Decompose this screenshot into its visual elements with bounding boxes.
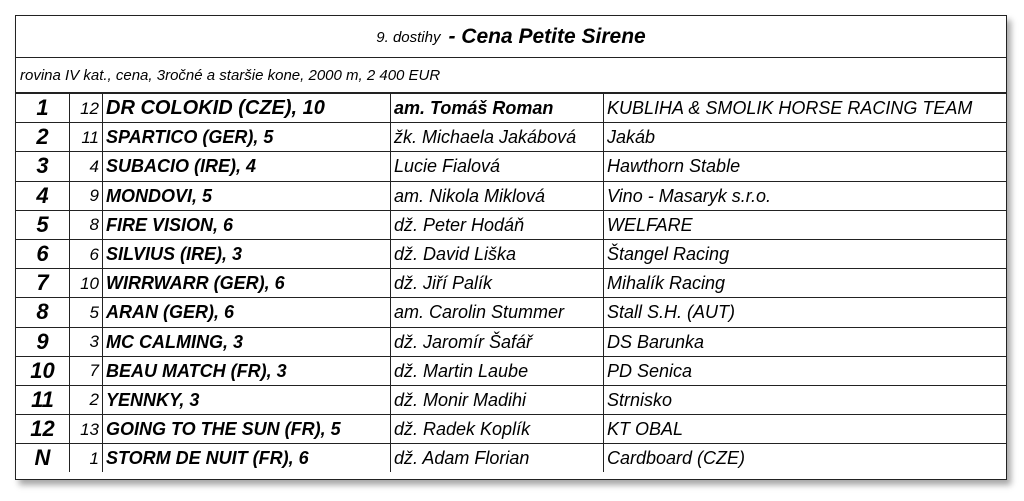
horse-name: YENNKY, 3 — [103, 385, 391, 414]
jockey-name: Lucie Fialová — [391, 152, 604, 181]
jockey-name: am. Nikola Miklová — [391, 181, 604, 210]
owner-name: Štangel Racing — [604, 239, 1007, 268]
owner-name: PD Senica — [604, 356, 1007, 385]
owner-name: Jakáb — [604, 123, 1007, 152]
table-row — [16, 152, 1006, 181]
horse-name: MONDOVI, 5 — [103, 181, 391, 210]
finish-place: 5 — [16, 210, 70, 239]
start-number: 10 — [70, 269, 103, 298]
start-number: 7 — [70, 356, 103, 385]
horse-name: MC CALMING, 3 — [103, 327, 391, 356]
horse-name: STORM DE NUIT (FR), 6 — [103, 444, 391, 473]
jockey-name: dž. David Liška — [391, 239, 604, 268]
finish-place: 7 — [16, 269, 70, 298]
table-row — [16, 444, 1006, 473]
horse-name: DR COLOKID (CZE), 10 — [103, 94, 391, 123]
owner-name: KT OBAL — [604, 415, 1007, 444]
horse-name: FIRE VISION, 6 — [103, 210, 391, 239]
finish-place: 9 — [16, 327, 70, 356]
table-row — [16, 181, 1006, 210]
owner-name: Strnisko — [604, 385, 1007, 414]
jockey-name: dž. Monir Madihi — [391, 385, 604, 414]
jockey-name: am. Carolin Stummer — [391, 298, 604, 327]
race-name: - Cena Petite Sirene — [448, 24, 646, 48]
table-row — [16, 327, 1006, 356]
start-number: 8 — [70, 210, 103, 239]
horse-name: GOING TO THE SUN (FR), 5 — [103, 415, 391, 444]
finish-place: 4 — [16, 181, 70, 210]
results-table — [16, 94, 1006, 472]
table-row — [16, 269, 1006, 298]
jockey-name: am. Tomáš Roman — [391, 94, 604, 123]
horse-name: BEAU MATCH (FR), 3 — [103, 356, 391, 385]
start-number: 13 — [70, 415, 103, 444]
owner-name: Stall S.H. (AUT) — [604, 298, 1007, 327]
start-number: 3 — [70, 327, 103, 356]
owner-name: Vino - Masaryk s.r.o. — [604, 181, 1007, 210]
finish-place: 12 — [16, 415, 70, 444]
jockey-name: žk. Michaela Jakábová — [391, 123, 604, 152]
owner-name: WELFARE — [604, 210, 1007, 239]
start-number: 2 — [70, 385, 103, 414]
owner-name: Cardboard (CZE) — [604, 444, 1007, 473]
horse-name: SILVIUS (IRE), 3 — [103, 239, 391, 268]
finish-place: 6 — [16, 239, 70, 268]
table-row — [16, 210, 1006, 239]
jockey-name: dž. Adam Florian — [391, 444, 604, 473]
owner-name: DS Barunka — [604, 327, 1007, 356]
start-number: 9 — [70, 181, 103, 210]
start-number: 4 — [70, 152, 103, 181]
race-conditions: rovina IV kat., cena, 3ročné a staršie kone, 2000 m, 2 400 EUR — [16, 58, 1006, 94]
owner-name: Hawthorn Stable — [604, 152, 1007, 181]
table-row — [16, 298, 1006, 327]
finish-place: 3 — [16, 152, 70, 181]
start-number: 5 — [70, 298, 103, 327]
table-row — [16, 415, 1006, 444]
owner-name: Mihalík Racing — [604, 269, 1007, 298]
start-number: 11 — [70, 123, 103, 152]
start-number: 1 — [70, 444, 103, 473]
table-row — [16, 239, 1006, 268]
jockey-name: dž. Jiří Palík — [391, 269, 604, 298]
race-results-sheet — [15, 15, 1007, 480]
jockey-name: dž. Peter Hodáň — [391, 210, 604, 239]
race-number: 9. dostihy — [376, 29, 441, 46]
finish-place: 2 — [16, 123, 70, 152]
finish-place: N — [16, 444, 70, 473]
finish-place: 8 — [16, 298, 70, 327]
horse-name: WIRRWARR (GER), 6 — [103, 269, 391, 298]
horse-name: SUBACIO (IRE), 4 — [103, 152, 391, 181]
table-row — [16, 123, 1006, 152]
finish-place: 11 — [16, 385, 70, 414]
horse-name: ARAN (GER), 6 — [103, 298, 391, 327]
owner-name: KUBLIHA & SMOLIK HORSE RACING TEAM — [604, 94, 1007, 123]
table-row — [16, 94, 1006, 123]
jockey-name: dž. Jaromír Šafář — [391, 327, 604, 356]
table-row — [16, 385, 1006, 414]
finish-place: 1 — [16, 94, 70, 123]
finish-place: 10 — [16, 356, 70, 385]
horse-name: SPARTICO (GER), 5 — [103, 123, 391, 152]
start-number: 12 — [70, 94, 103, 123]
table-row — [16, 356, 1006, 385]
start-number: 6 — [70, 239, 103, 268]
race-header — [16, 16, 1006, 58]
jockey-name: dž. Martin Laube — [391, 356, 604, 385]
jockey-name: dž. Radek Koplík — [391, 415, 604, 444]
